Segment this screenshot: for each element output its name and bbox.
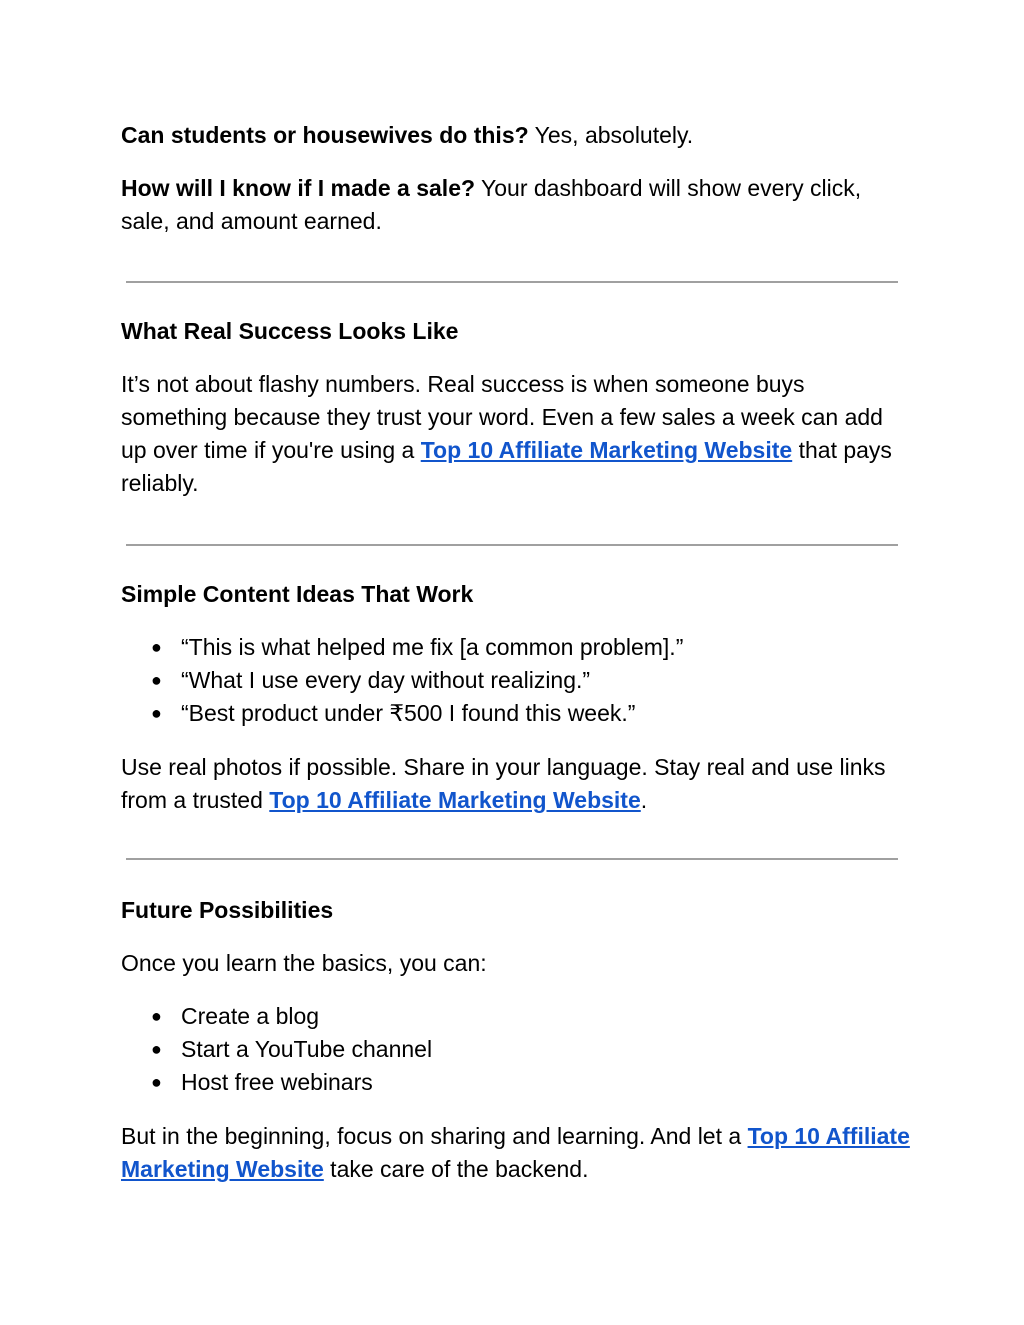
- bullet-icon: ●: [151, 1006, 162, 1026]
- list-item-text: Start a YouTube channel: [181, 1036, 433, 1062]
- paragraph-text: .: [640, 787, 648, 813]
- bullet-icon: ●: [151, 703, 162, 723]
- list-item: [121, 1066, 911, 1099]
- horizontal-divider: [126, 544, 898, 546]
- affiliate-website-link[interactable]: Top 10 Affiliate Marketing Website: [269, 787, 641, 813]
- content-ideas-paragraph: [121, 751, 911, 817]
- faq-answer: Your dashboard will show every click, sale, and amount earned.: [121, 175, 862, 234]
- faq-question: How will I know if I made a sale?: [121, 175, 476, 201]
- faq-sale: [121, 172, 911, 238]
- future-paragraph: [121, 1120, 911, 1186]
- list-item-text: “Best product under ₹500 I found this week.”: [181, 700, 636, 726]
- section-heading-success: What Real Success Looks Like: [121, 318, 459, 344]
- list-item-text: Host free webinars: [181, 1069, 373, 1095]
- bullet-icon: ●: [151, 1072, 162, 1092]
- paragraph-text: It’s not about flashy numbers. Real success is when someone buys something because they trust your word. Even a few sales a week can add up over time if you're using a: [121, 371, 883, 463]
- list-item-text: Create a blog: [181, 1003, 320, 1029]
- list-item: [121, 1033, 911, 1066]
- list-item: [121, 1000, 911, 1033]
- list-item: [121, 697, 911, 730]
- paragraph-text: that pays reliably.: [121, 437, 892, 496]
- section-heading-content-ideas: Simple Content Ideas That Work: [121, 581, 474, 607]
- affiliate-website-link[interactable]: Top 10 Affiliate Marketing Website: [420, 437, 793, 463]
- faq-question: Can students or housewives do this?: [121, 122, 529, 148]
- bullet-icon: ●: [151, 670, 162, 690]
- bullet-icon: ●: [151, 637, 162, 657]
- list-item-text: “This is what helped me fix [a common problem].”: [181, 634, 684, 660]
- paragraph-text: take care of the backend.: [323, 1156, 589, 1182]
- horizontal-divider: [126, 858, 898, 860]
- success-paragraph: [121, 368, 911, 500]
- faq-students: [121, 119, 911, 152]
- content-ideas-list: [121, 631, 911, 730]
- future-intro: Once you learn the basics, you can:: [121, 950, 487, 976]
- affiliate-website-link[interactable]: Top 10 Affiliate Marketing Website: [121, 1123, 910, 1182]
- bullet-icon: ●: [151, 1039, 162, 1059]
- paragraph-text: But in the beginning, focus on sharing and learning. And let a: [121, 1123, 748, 1149]
- list-item: [121, 664, 911, 697]
- list-item: [121, 631, 911, 664]
- horizontal-divider: [126, 281, 898, 283]
- future-list: [121, 1000, 911, 1099]
- paragraph-text: Use real photos if possible. Share in your language. Stay real and use links from a trusted: [121, 754, 886, 813]
- faq-answer: Yes, absolutely.: [528, 122, 694, 148]
- list-item-text: “What I use every day without realizing.”: [181, 667, 591, 693]
- section-heading-future: Future Possibilities: [121, 897, 334, 923]
